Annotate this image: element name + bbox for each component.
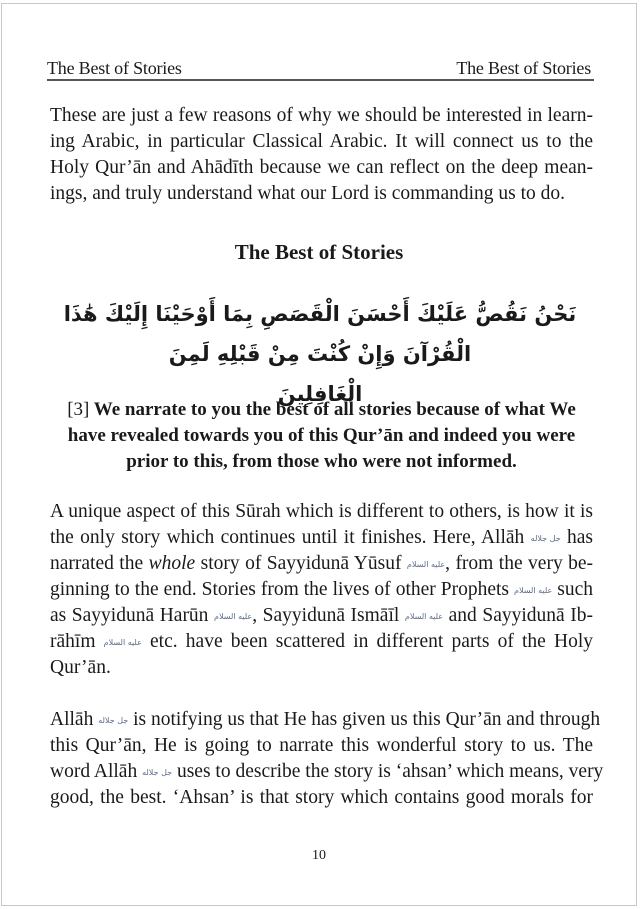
honorific-allah-icon: جل جلاله bbox=[142, 768, 173, 777]
text-line: this Qur’ān, He is going to narrate this wonderful story to us. The bbox=[50, 735, 593, 756]
header-right-title: The Best of Stories bbox=[456, 58, 591, 78]
honorific-prophet-icon: عليه السلام bbox=[404, 612, 444, 621]
honorific-prophet-icon: عليه السلام bbox=[406, 560, 446, 569]
emphasis: whole bbox=[148, 553, 196, 574]
verse-number: [3] bbox=[67, 399, 90, 420]
verse-translation bbox=[50, 397, 593, 475]
body-paragraph-3 bbox=[50, 707, 604, 811]
text-line: the only story which continues until it finishes. Here, Allāh جل جلاله has bbox=[50, 527, 594, 548]
text-line: as Sayyidunā Harūn عليه السلام, Sayyidunā Ismāīl عليه السلام and Sayyidunā Ib- bbox=[50, 605, 594, 626]
honorific-allah-icon: جل جلاله bbox=[98, 716, 129, 725]
text-line: ings, and truly understand what our Lord is commanding us to do. bbox=[50, 183, 566, 204]
text-line: word Allāh جل جلاله uses to describe the story is ‘ahsan’ which means, very bbox=[50, 761, 604, 782]
honorific-prophet-icon: عليه السلام bbox=[514, 586, 553, 595]
honorific-prophet-icon: عليه السلام bbox=[214, 612, 253, 621]
text-line: These are just a few reasons of why we should be interested in learn- bbox=[50, 105, 593, 126]
text-line: narrated the whole story of Sayyidunā Yūsuf عليه السلام, from the very be- bbox=[50, 553, 594, 574]
arabic-verse bbox=[42, 294, 598, 414]
honorific-prophet-icon: عليه السلام bbox=[103, 638, 142, 647]
text-line: Allāh جل جلاله is notifying us that He has given us this Qur’ān and through bbox=[50, 709, 601, 730]
body-paragraph-2 bbox=[50, 499, 593, 681]
verse-text: We narrate to you the best of all stories because of what We bbox=[93, 399, 576, 420]
header-left-title: The Best of Stories bbox=[47, 58, 182, 78]
text-line: Holy Qur’ān and Ahādīth because we can reflect on the deep mean- bbox=[50, 157, 593, 178]
header-divider bbox=[47, 79, 594, 81]
text-line: rāhīm عليه السلام etc. have been scattered in different parts of the Holy bbox=[50, 631, 593, 652]
text-line: A unique aspect of this Sūrah which is different to others, is how it is bbox=[50, 501, 593, 522]
book-page bbox=[1, 3, 637, 906]
text-line: good, the best. ‘Ahsan’ is that story which contains good morals for bbox=[50, 787, 593, 808]
verse-text: prior to this, from those who were not informed. bbox=[126, 451, 517, 472]
verse-text: have revealed towards you of this Qur’ān and indeed you were bbox=[67, 425, 576, 446]
intro-paragraph bbox=[50, 103, 593, 207]
text-line: Qur’ān. bbox=[50, 657, 111, 678]
honorific-allah-icon: جل جلاله bbox=[530, 534, 561, 543]
page-number: 10 bbox=[312, 848, 326, 863]
text-line: ginning to the end. Stories from the lives of other Prophets عليه السلام such bbox=[50, 579, 594, 600]
text-line: ing Arabic, in particular Classical Arabic. It will connect us to the bbox=[50, 131, 593, 152]
running-header bbox=[47, 49, 591, 79]
arabic-verse-line: نَحْنُ نَقُصُّ عَلَيْكَ أَحْسَنَ الْقَصَصِ بِمَا أَوْحَيْنَا إِلَيْكَ هَٰذَا الْقُرْآنَ وَإِنْ كُنْتَ مِنْ قَبْلِهِ لَمِنَ bbox=[63, 302, 577, 366]
arabic-verse-line: الْغَافِلِينَ bbox=[277, 382, 363, 406]
section-title: The Best of Stories bbox=[234, 240, 404, 264]
